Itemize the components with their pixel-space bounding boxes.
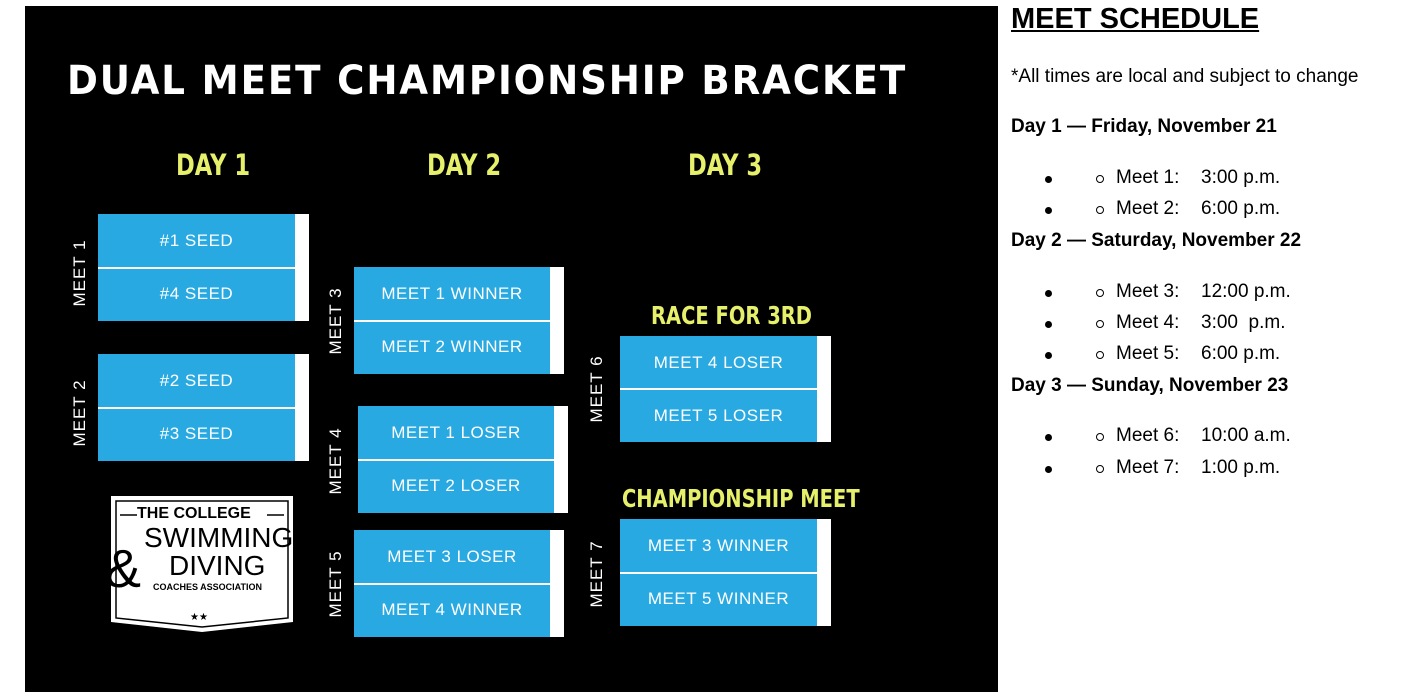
championship-meet-label: CHAMPIONSHIP MEET <box>622 484 860 513</box>
day-1-header: DAY 1 <box>176 148 251 182</box>
race-for-3rd-label: RACE FOR 3RD <box>651 301 813 330</box>
meet-1-top-slot: #1 SEED <box>159 230 234 250</box>
meet-time: 6:00 p.m. <box>1201 198 1281 219</box>
day-3-header: DAY 3 <box>688 148 763 182</box>
meet-4-bottom-slot: MEET 2 LOSER <box>391 476 521 496</box>
meet-6-bottom-slot: MEET 5 LOSER <box>653 405 784 425</box>
meet-6-top-slot: MEET 4 LOSER <box>653 352 784 372</box>
meet-7-top-slot: MEET 3 WINNER <box>647 535 790 555</box>
bullet-icon <box>1045 466 1052 473</box>
bullet-icon <box>1045 352 1052 359</box>
bullet-icon <box>1045 176 1052 183</box>
logo-line-1: THE COLLEGE <box>137 505 251 522</box>
schedule-note: *All times are local and subject to change <box>1011 66 1359 87</box>
meet-1-label: MEET 1 <box>70 239 89 307</box>
meet-name: Meet 3: <box>1116 281 1180 302</box>
meet-7-pairing <box>620 519 831 626</box>
bullet-icon <box>1045 207 1052 214</box>
meet-1-bottom-slot: #4 SEED <box>159 284 234 304</box>
meet-3-label: MEET 3 <box>326 287 345 355</box>
meet-name: Meet 1: <box>1116 167 1180 188</box>
meet-2-pairing <box>98 354 309 461</box>
bracket-graphic <box>25 6 998 692</box>
circle-bullet-icon <box>1096 289 1104 297</box>
meet-time: 6:00 p.m. <box>1201 343 1281 364</box>
meet-name: Meet 5: <box>1116 343 1180 364</box>
circle-bullet-icon <box>1096 206 1104 214</box>
meet-2-top-slot: #2 SEED <box>159 370 234 390</box>
meet-time: 3:00 p.m. <box>1201 167 1281 188</box>
day-3-title: Day 3 — Sunday, November 23 <box>1011 375 1289 396</box>
logo-line-3: DIVING <box>169 550 266 581</box>
meet-4-top-slot: MEET 1 LOSER <box>391 422 521 442</box>
meet-schedule-panel <box>1011 0 1428 700</box>
meet-5-top-slot: MEET 3 LOSER <box>387 546 517 566</box>
schedule-heading: MEET SCHEDULE <box>1011 3 1260 35</box>
logo-stars: ★★ <box>190 612 208 623</box>
meet-time: 1:00 p.m. <box>1201 457 1281 478</box>
meet-name: Meet 4: <box>1116 312 1180 333</box>
meet-2-label: MEET 2 <box>70 379 89 447</box>
meet-time: 12:00 p.m. <box>1201 281 1291 302</box>
cscaa-logo <box>107 494 297 634</box>
meet-5-pairing <box>354 530 564 637</box>
meet-time: 10:00 a.m. <box>1201 425 1291 446</box>
meet-name: Meet 2: <box>1116 198 1180 219</box>
bullet-icon <box>1045 434 1052 441</box>
logo-ampersand: & <box>105 539 142 599</box>
logo-line-2: SWIMMING <box>144 522 294 553</box>
circle-bullet-icon <box>1096 465 1104 473</box>
meet-6-label: MEET 6 <box>587 355 606 423</box>
meet-time: 3:00 p.m. <box>1201 312 1286 333</box>
logo-line-4: COACHES ASSOCIATION <box>153 582 263 592</box>
circle-bullet-icon <box>1096 175 1104 183</box>
meet-1-pairing <box>98 214 309 321</box>
meet-5-label: MEET 5 <box>326 550 345 618</box>
bracket-title: DUAL MEET CHAMPIONSHIP BRACKET <box>67 58 908 104</box>
meet-4-label: MEET 4 <box>326 427 345 495</box>
meet-3-bottom-slot: MEET 2 WINNER <box>381 337 523 357</box>
day-2-header: DAY 2 <box>427 148 502 182</box>
day-2-title: Day 2 — Saturday, November 22 <box>1011 230 1302 251</box>
day-1-title: Day 1 — Friday, November 21 <box>1011 116 1277 137</box>
circle-bullet-icon <box>1096 433 1104 441</box>
meet-7-bottom-slot: MEET 5 WINNER <box>647 589 790 609</box>
meet-7-label: MEET 7 <box>587 540 606 608</box>
meet-name: Meet 7: <box>1116 457 1180 478</box>
meet-5-bottom-slot: MEET 4 WINNER <box>381 600 523 620</box>
bullet-icon <box>1045 290 1052 297</box>
meet-3-pairing <box>354 267 564 374</box>
meet-2-bottom-slot: #3 SEED <box>159 424 234 444</box>
bullet-icon <box>1045 321 1052 328</box>
circle-bullet-icon <box>1096 320 1104 328</box>
meet-4-pairing <box>358 406 568 513</box>
meet-3-top-slot: MEET 1 WINNER <box>381 283 523 303</box>
meet-6-pairing <box>620 336 831 442</box>
meet-name: Meet 6: <box>1116 425 1180 446</box>
circle-bullet-icon <box>1096 351 1104 359</box>
